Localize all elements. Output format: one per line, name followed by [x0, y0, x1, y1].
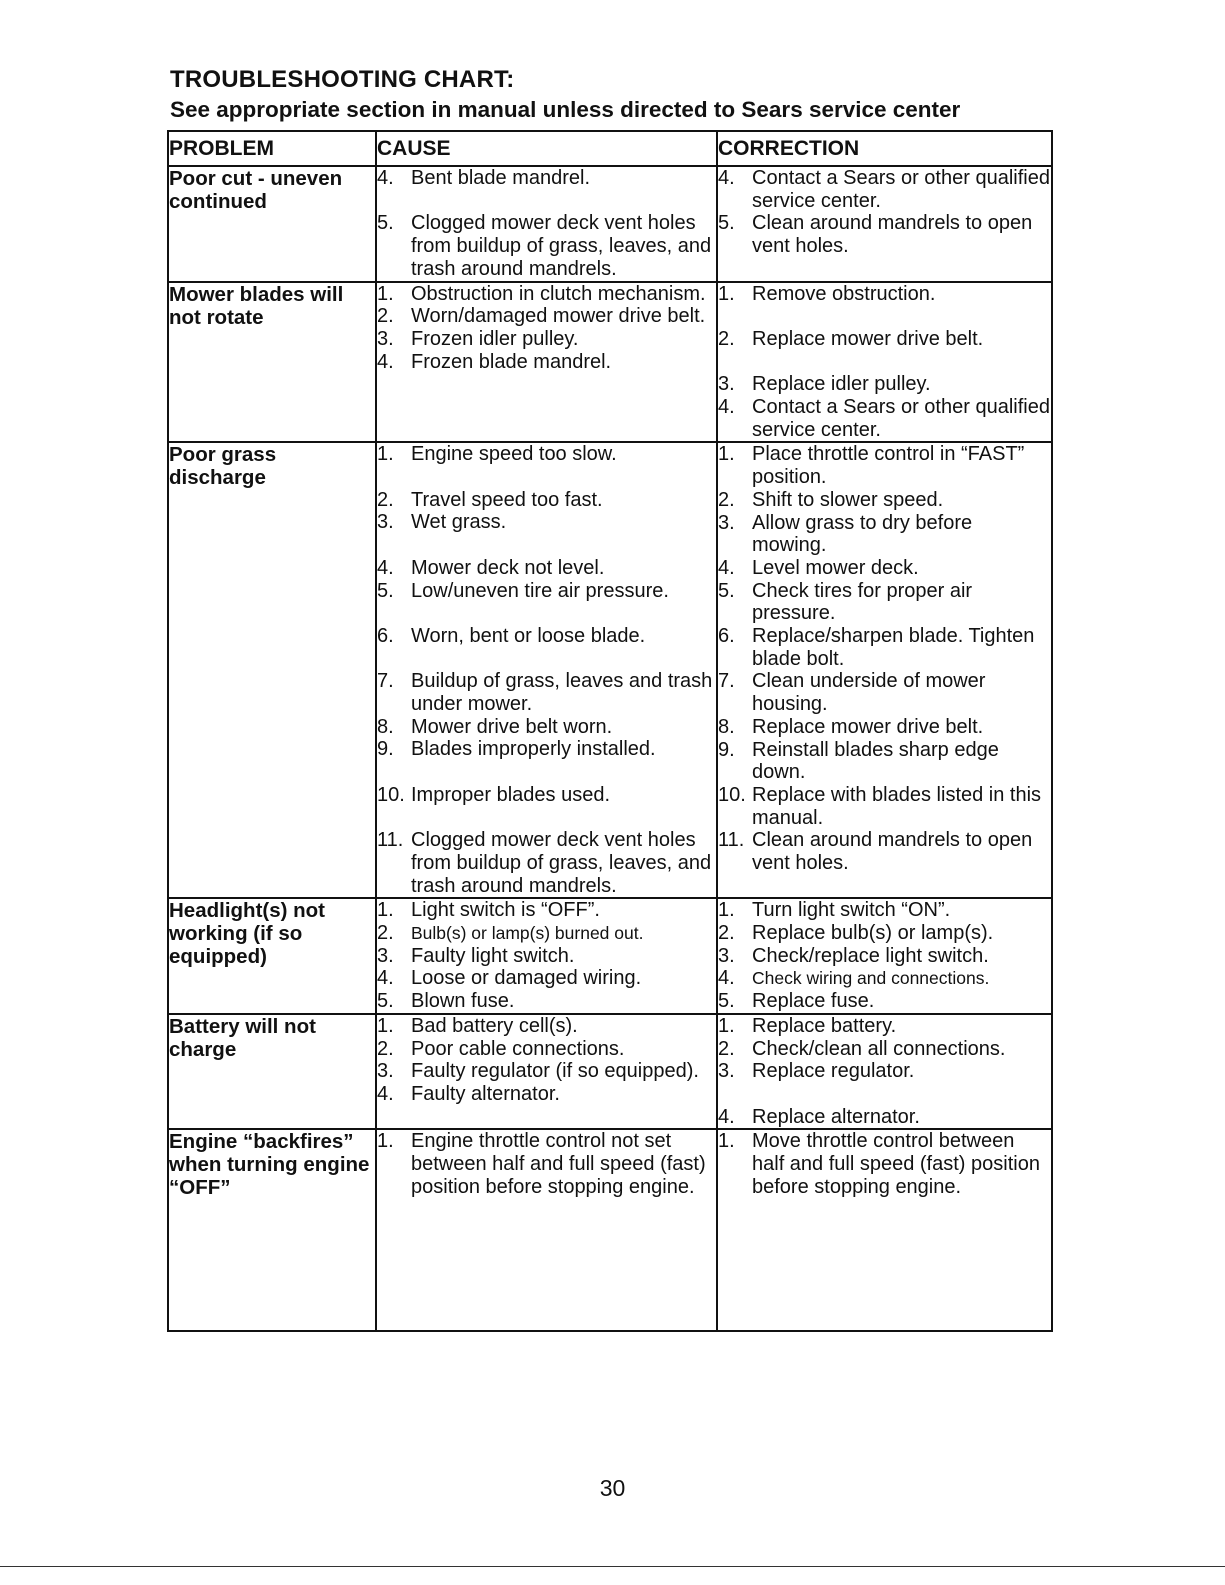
correction-list: [718, 1130, 1051, 1198]
item-text: Buildup of grass, leaves and trash under mower.: [411, 670, 713, 716]
item-number: 1.: [718, 282, 735, 305]
item-number: 5.: [718, 990, 735, 1013]
item-text: Clean around mandrels to open vent holes.: [752, 829, 1033, 875]
item-text: Replace battery.: [752, 1014, 897, 1037]
cause-cell: [376, 442, 717, 898]
table-row: [168, 898, 1052, 1014]
item-text: Remove obstruction.: [752, 282, 936, 305]
table-row: [168, 166, 1052, 282]
item-number: 4.: [718, 556, 735, 579]
item-number: 7.: [718, 670, 735, 693]
cause-item: [377, 670, 716, 715]
correction-item: [718, 489, 1051, 512]
item-number: 4.: [377, 967, 394, 990]
item-text: Faulty alternator.: [411, 1082, 560, 1105]
item-text: Replace mower drive belt.: [752, 327, 984, 350]
item-number: 3.: [377, 511, 394, 534]
table-header-row: [168, 131, 1052, 166]
item-text: Contact a Sears or other qualified service center.: [752, 167, 1050, 212]
item-text: Improper blades used.: [411, 783, 611, 806]
item-text: Check/clean all connections.: [752, 1037, 1006, 1060]
correction-item: [718, 670, 1051, 715]
item-number: 1.: [718, 443, 735, 466]
item-text: Replace idler pulley.: [752, 373, 931, 396]
item-number: 8.: [377, 715, 394, 738]
table-row: [168, 442, 1052, 898]
item-number: 4.: [718, 167, 735, 189]
item-text: Replace regulator.: [752, 1060, 915, 1083]
page-number: 30: [599, 1475, 626, 1501]
item-text: Check/replace light switch.: [752, 944, 989, 967]
item-number: 2.: [377, 488, 394, 511]
cause-cell: [376, 282, 717, 443]
item-number: 3.: [377, 1060, 394, 1083]
item-text: Turn light switch “ON”.: [752, 899, 951, 922]
table-row: [168, 1129, 1052, 1331]
correction-cell: [717, 1014, 1052, 1130]
cause-list: [377, 899, 716, 1013]
item-number: 5.: [718, 212, 735, 235]
item-text: Mower drive belt worn.: [411, 715, 613, 738]
item-number: 3.: [718, 511, 735, 534]
correction-item: [718, 396, 1051, 441]
cause-list: [377, 1130, 716, 1198]
cause-list: [377, 1015, 716, 1106]
cause-item: [377, 305, 716, 328]
item-text: Low/uneven tire air pressure.: [411, 579, 669, 602]
item-text: Place throttle control in “FAST” position.: [752, 443, 1025, 489]
problem-cell: Engine “backfires” when turning engine “OFF”: [168, 1129, 376, 1331]
item-text: Engine speed too slow.: [411, 443, 617, 466]
item-number: 1.: [718, 1014, 735, 1037]
correction-cell: [717, 1129, 1052, 1331]
table-body: [168, 166, 1052, 1331]
item-text: Clogged mower deck vent holes from buildup of grass, leaves, and trash around mandrels.: [411, 212, 712, 280]
item-number: 11.: [377, 829, 404, 852]
correction-cell: [717, 282, 1052, 443]
list-spacer: [377, 761, 716, 784]
item-text: Shift to slower speed.: [752, 488, 944, 511]
list-spacer: [718, 1083, 1051, 1106]
list-spacer: [377, 534, 716, 557]
item-number: 5.: [377, 579, 394, 602]
item-number: 2.: [718, 922, 735, 945]
chart-title: TROUBLESHOOTING CHART:: [170, 66, 515, 93]
correction-item: [718, 512, 1051, 557]
item-text: Bulb(s) or lamp(s) burned out.: [411, 923, 644, 944]
cause-cell: [376, 1129, 717, 1331]
cause-cell: [376, 1014, 717, 1130]
item-text: Replace fuse.: [752, 990, 875, 1013]
item-text: Faulty light switch.: [411, 944, 575, 967]
table-row: [168, 1014, 1052, 1130]
item-text: Frozen blade mandrel.: [411, 350, 612, 373]
item-text: Replace bulb(s) or lamp(s).: [752, 922, 994, 945]
item-number: 5.: [377, 212, 394, 235]
correction-item: [718, 212, 1051, 257]
correction-item: [718, 1015, 1051, 1038]
item-number: 5.: [377, 990, 394, 1013]
cause-item: [377, 511, 716, 534]
cause-item: [377, 899, 716, 922]
list-spacer: [377, 190, 716, 213]
list-spacer: [377, 648, 716, 671]
item-text: Loose or damaged wiring.: [411, 967, 642, 990]
cause-item: [377, 351, 716, 374]
item-text: Level mower deck.: [752, 556, 919, 579]
cause-list: [377, 167, 716, 281]
correction-item: [718, 1060, 1051, 1083]
column-header-cause: CAUSE: [376, 131, 717, 166]
item-number: 1.: [377, 282, 394, 305]
correction-list: [718, 899, 1051, 1013]
column-header-problem: PROBLEM: [168, 131, 376, 166]
item-text: Check tires for proper air pressure.: [752, 579, 973, 625]
item-text: Blades improperly installed.: [411, 738, 656, 761]
correction-item: [718, 967, 1051, 990]
correction-item: [718, 739, 1051, 784]
correction-list: [718, 1015, 1051, 1129]
item-text: Worn, bent or loose blade.: [411, 624, 646, 647]
item-text: Frozen idler pulley.: [411, 327, 579, 350]
correction-item: [718, 829, 1051, 874]
chart-subtitle: See appropriate section in manual unless directed to Sears service center: [170, 97, 961, 122]
item-text: Obstruction in clutch mechanism.: [411, 282, 706, 305]
item-text: Faulty regulator (if so equipped).: [411, 1060, 699, 1083]
correction-item: [718, 373, 1051, 396]
correction-item: [718, 899, 1051, 922]
correction-cell: [717, 166, 1052, 282]
cause-cell: [376, 166, 717, 282]
item-number: 6.: [718, 625, 735, 648]
cause-item: [377, 443, 716, 466]
cause-item: [377, 784, 716, 807]
cause-item: [377, 922, 716, 945]
cause-item: [377, 967, 716, 990]
cause-item: [377, 1083, 716, 1106]
item-number: 9.: [718, 738, 735, 761]
correction-item: [718, 784, 1051, 829]
correction-item: [718, 328, 1051, 351]
correction-item: [718, 945, 1051, 968]
list-spacer: [377, 602, 716, 625]
cause-item: [377, 990, 716, 1013]
correction-item: [718, 1130, 1051, 1198]
cause-item: [377, 167, 716, 190]
item-number: 1.: [377, 443, 394, 466]
correction-item: [718, 990, 1051, 1013]
item-number: 3.: [718, 373, 735, 396]
item-number: 10.: [377, 783, 405, 806]
cause-item: [377, 945, 716, 968]
list-spacer: [718, 305, 1051, 328]
cause-item: [377, 716, 716, 739]
item-number: 3.: [718, 1060, 735, 1083]
item-text: Travel speed too fast.: [411, 488, 603, 511]
problem-cell: Battery will not charge: [168, 1014, 376, 1130]
item-text: Bad battery cell(s).: [411, 1014, 578, 1037]
item-number: 1.: [718, 1130, 735, 1153]
item-text: Contact a Sears or other qualified service center.: [752, 395, 1050, 441]
item-number: 2.: [718, 327, 735, 350]
item-text: Move throttle control between half and full speed (fast) position before stopping engine.: [752, 1130, 1040, 1198]
item-text: Replace mower drive belt.: [752, 715, 984, 738]
correction-item: [718, 1106, 1051, 1129]
correction-cell: [717, 898, 1052, 1014]
item-number: 5.: [718, 579, 735, 602]
item-text: Worn/damaged mower drive belt.: [411, 305, 706, 328]
item-text: Reinstall blades sharp edge down.: [752, 738, 999, 784]
item-number: 11.: [718, 829, 745, 852]
list-spacer: [377, 466, 716, 489]
correction-item: [718, 283, 1051, 306]
cause-item: [377, 283, 716, 306]
item-text: Poor cable connections.: [411, 1037, 625, 1060]
cause-item: [377, 1015, 716, 1038]
correction-item: [718, 167, 1051, 212]
correction-cell: [717, 442, 1052, 898]
item-number: 2.: [718, 488, 735, 511]
problem-cell: Poor grass discharge: [168, 442, 376, 898]
problem-cell: Headlight(s) not working (if so equipped): [168, 898, 376, 1014]
cause-item: [377, 1038, 716, 1061]
table-row: [168, 282, 1052, 443]
list-spacer: [718, 351, 1051, 374]
cause-item: [377, 328, 716, 351]
item-text: Bent blade mandrel.: [411, 167, 591, 189]
correction-item: [718, 443, 1051, 488]
bottom-rule: [0, 1566, 1225, 1567]
item-number: 4.: [718, 967, 735, 990]
item-text: Check wiring and connections.: [752, 968, 990, 989]
item-number: 4.: [718, 1105, 735, 1128]
correction-item: [718, 557, 1051, 580]
item-number: 3.: [718, 944, 735, 967]
list-spacer: [377, 807, 716, 830]
item-number: 4.: [718, 395, 735, 418]
item-number: 2.: [377, 922, 394, 945]
item-number: 4.: [377, 167, 394, 189]
item-number: 1.: [377, 899, 394, 922]
correction-item: [718, 716, 1051, 739]
item-text: Engine throttle control not set between half and full speed (fast) position before stopping engine.: [411, 1130, 706, 1198]
item-number: 2.: [377, 305, 394, 328]
item-number: 3.: [377, 944, 394, 967]
item-text: Clean around mandrels to open vent holes.: [752, 212, 1033, 258]
troubleshooting-table: [167, 130, 1053, 1332]
item-number: 1.: [718, 899, 735, 922]
problem-cell: Mower blades will not rotate: [168, 282, 376, 443]
item-number: 1.: [377, 1130, 394, 1153]
item-number: 2.: [718, 1037, 735, 1060]
cause-cell: [376, 898, 717, 1014]
correction-item: [718, 625, 1051, 670]
item-text: Light switch is “OFF”.: [411, 899, 600, 922]
item-text: Replace with blades listed in this manual.: [752, 783, 1042, 829]
item-text: Replace alternator.: [752, 1105, 920, 1128]
item-number: 9.: [377, 738, 394, 761]
cause-item: [377, 738, 716, 761]
item-number: 10.: [718, 783, 746, 806]
correction-item: [718, 580, 1051, 625]
cause-list: [377, 443, 716, 897]
correction-item: [718, 1038, 1051, 1061]
item-number: 3.: [377, 327, 394, 350]
item-text: Clogged mower deck vent holes from buildup of grass, leaves, and trash around mandrels.: [411, 829, 712, 897]
cause-list: [377, 283, 716, 374]
correction-list: [718, 167, 1051, 258]
item-number: 8.: [718, 715, 735, 738]
cause-item: [377, 1130, 716, 1198]
item-number: 1.: [377, 1014, 394, 1037]
item-text: Clean underside of mower housing.: [752, 670, 986, 716]
cause-item: [377, 557, 716, 580]
item-number: 6.: [377, 624, 394, 647]
item-text: Blown fuse.: [411, 990, 515, 1013]
cause-item: [377, 1060, 716, 1083]
item-text: Replace/sharpen blade. Tighten blade bolt.: [752, 625, 1035, 670]
item-number: 4.: [377, 556, 394, 579]
correction-list: [718, 283, 1051, 442]
item-number: 2.: [377, 1037, 394, 1060]
item-text: Allow grass to dry before mowing.: [752, 511, 973, 557]
correction-list: [718, 443, 1051, 874]
cause-item: [377, 489, 716, 512]
item-text: Wet grass.: [411, 511, 507, 534]
cause-item: [377, 212, 716, 280]
correction-item: [718, 922, 1051, 945]
column-header-correction: CORRECTION: [717, 131, 1052, 166]
item-number: 4.: [377, 1082, 394, 1105]
cause-item: [377, 580, 716, 603]
problem-cell: Poor cut - uneven continued: [168, 166, 376, 282]
item-number: 4.: [377, 350, 394, 373]
item-number: 7.: [377, 670, 394, 693]
cause-item: [377, 829, 716, 897]
item-text: Mower deck not level.: [411, 556, 605, 579]
cause-item: [377, 625, 716, 648]
